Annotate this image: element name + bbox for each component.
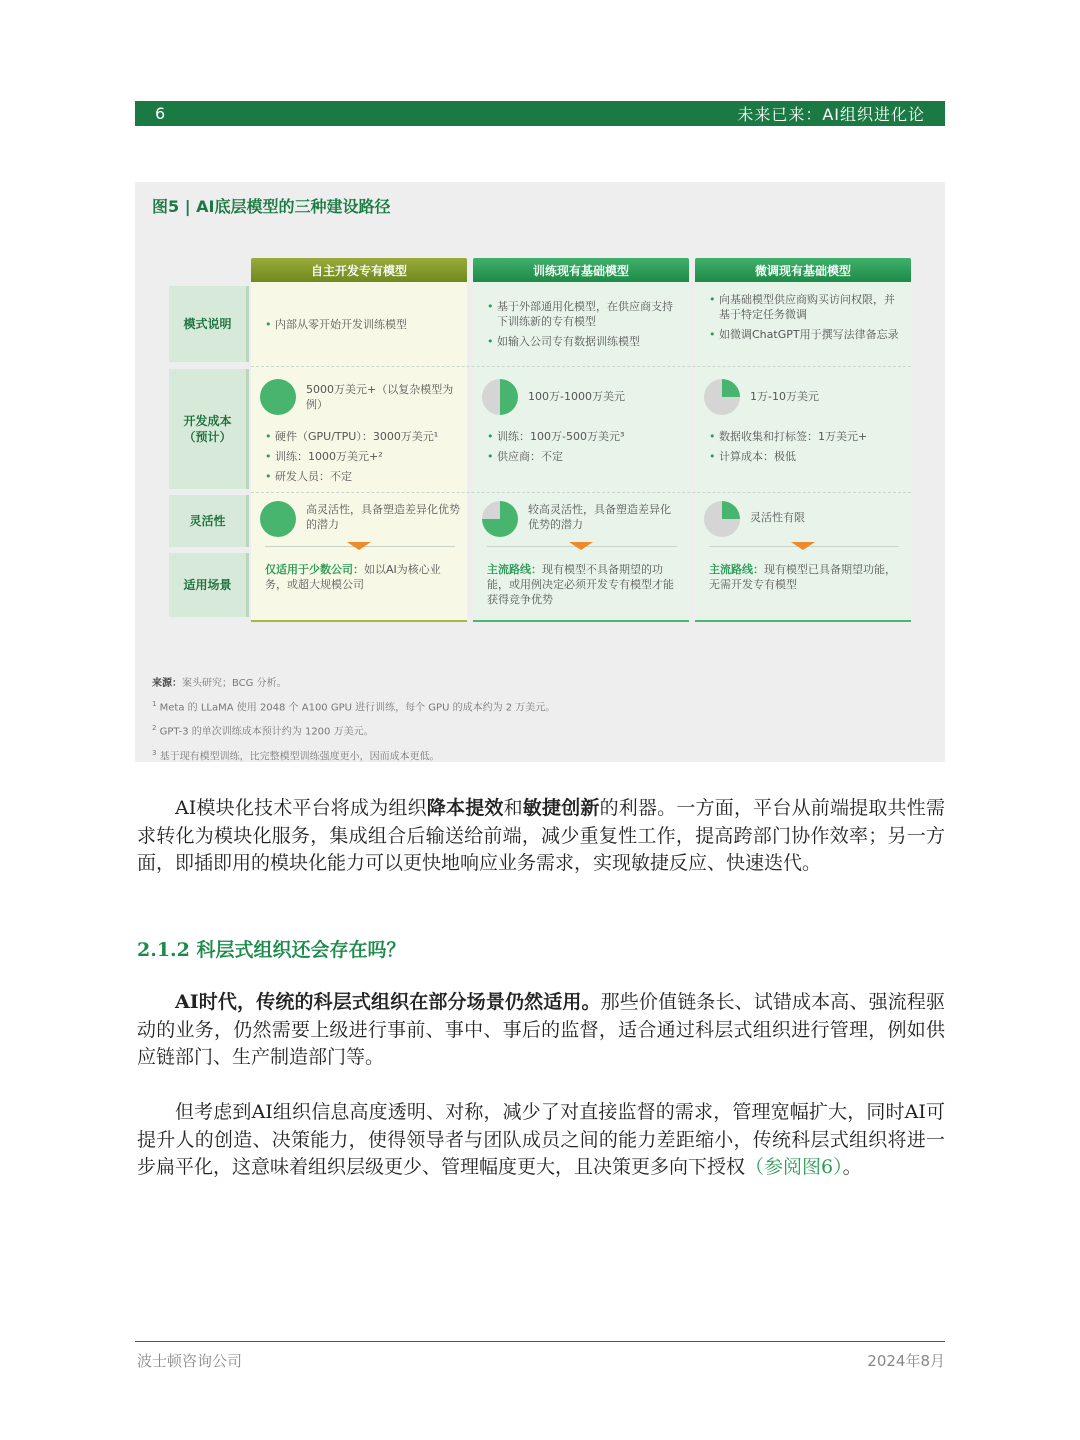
cost-pie-half-icon	[482, 379, 518, 415]
footnote-2: $^2$ GPT-3 的单次训练成本预计约为 1200 万美元。	[152, 724, 374, 738]
row-label-flex: 灵活性	[169, 495, 249, 547]
footnote-text: Meta 的 LLaMA 使用 2048 个 A100 GPU 进行训练，每个 GPU 的成本约为 2 万美元。	[159, 702, 556, 714]
cost-item: • 供应商：不定	[487, 449, 687, 464]
flex-pie-full-icon	[260, 501, 296, 537]
row-separator	[251, 366, 911, 367]
cost-item: • 计算成本：极低	[709, 449, 909, 464]
p2-bold: AI时代，传统的科层式组织在部分场景仍然适用。	[175, 991, 601, 1013]
source-text: 案头研究；BCG 分析。	[182, 678, 287, 689]
column-head-finetune-existing: 微调现有基础模型	[695, 258, 911, 282]
footnote-1: $^1$ Meta 的 LLaMA 使用 2048 个 A100 GPU 进行训练，每个 GPU 的成本约为 2 万美元。	[152, 700, 556, 714]
figure-title: 图5 | AI底层模型的三种建设路径	[152, 197, 391, 216]
cost-items-3	[709, 429, 909, 469]
p1-a: AI模块化技术平台将成为组织	[175, 797, 427, 819]
scene-desc: 现有模型已具备期望功能，无需开发专有模型	[709, 563, 896, 591]
p1-bold-2: 敏捷创新	[522, 797, 600, 819]
chevron-down-icon	[569, 542, 593, 550]
section-heading: 2.1.2 科层式组织还会存在吗？	[137, 939, 406, 961]
chevron-down-icon	[791, 542, 815, 550]
figure-5	[135, 182, 945, 762]
flex-pie-three-quarter-icon	[482, 501, 518, 537]
footnote-text: GPT-3 的单次训练成本预计约为 1200 万美元。	[159, 726, 374, 738]
running-header	[135, 101, 945, 126]
scene-key: 主流路线：	[487, 563, 542, 576]
mode-item: • 如输入公司专有数据训练模型	[487, 334, 677, 349]
source-line	[152, 674, 555, 694]
paragraph-2	[137, 989, 945, 1072]
figure-6-link[interactable]: （参阅图6）	[745, 1156, 843, 1178]
flex-text-3: 灵活性有限	[750, 511, 805, 524]
cost-main-3: 1万-10万美元	[750, 390, 819, 403]
scene-text-3	[709, 562, 904, 592]
row-label-scene: 适用场景	[169, 553, 249, 617]
p1-bold-1: 降本提效	[426, 797, 504, 819]
mode-cell-3	[709, 292, 899, 347]
mode-cell-1	[265, 317, 460, 337]
p2-rest: 那些价值链条长、试错成本高、强流程驱动的业务，仍然需要上级进行事前、事中、事后的监督，适合通过科层式组织进行管理，例如供应链部门、生产制造部门等。	[137, 991, 945, 1068]
scene-text-2	[487, 562, 682, 607]
cost-items-2	[487, 429, 687, 469]
mode-item: • 基于外部通用化模型，在供应商支持下训练新的专有模型	[487, 299, 677, 329]
paragraph-1	[137, 795, 945, 878]
cost-items-1	[265, 429, 465, 489]
mode-item: • 向基础模型供应商购买访问权限，并基于特定任务微调	[709, 292, 899, 322]
footer-date: 2024年8月	[867, 1352, 945, 1370]
footer-company: 波士顿咨询公司	[137, 1352, 243, 1370]
column-head-self-developed: 自主开发专有模型	[251, 258, 467, 282]
cost-item: • 研发人员：不定	[265, 469, 465, 484]
scene-text-1	[265, 562, 460, 592]
flex-text-2: 较高灵活性，具备塑造差异化优势的潜力	[528, 503, 671, 531]
row-separator	[251, 492, 911, 493]
source-label: 来源：	[152, 678, 182, 689]
paragraph-3	[137, 1099, 945, 1182]
cost-main-2: 100万-1000万美元	[528, 390, 625, 403]
footer-divider	[135, 1341, 945, 1342]
figure-notes	[152, 674, 555, 767]
p3-text: 但考虑到AI组织信息高度透明、对称，减少了对直接监督的需求，管理宽幅扩大，同时AI可提升人的创造、决策能力，使得领导者与团队成员之间的能力差距缩小，传统科层式组织将进一步扁平化，这意味着组织层级更少、管理幅度更大，且决策更多向下授权	[137, 1101, 945, 1178]
mode-cell-2	[487, 299, 677, 354]
row-label-cost-text: 开发成本（预计）	[183, 414, 232, 444]
cost-item: • 训练：1000万美元+²	[265, 449, 465, 464]
scene-key: 仅适用于少数公司：	[265, 563, 364, 576]
cost-pie-full-icon	[260, 379, 296, 415]
cost-item: • 训练：100万-500万美元³	[487, 429, 687, 444]
flex-text-1: 高灵活性，具备塑造差异化优势的潜力	[306, 503, 460, 531]
mode-item: • 如微调ChatGPT用于撰写法律备忘录	[709, 327, 899, 342]
p1-d: 的利器。一方面，平台从前端提取共性需求转化为模块化服务，集成组合后输送给前端，减少重复性工作，提高跨部门协作效率；另一方面，即插即用的模块化能力可以更快地响应业务需求，实现敏捷反应、快速迭代。	[137, 797, 945, 874]
p3-end: 。	[842, 1156, 862, 1178]
scene-desc: 现有模型不具备期望的功能，或用例决定必须开发专有模型才能获得竞争优势	[487, 563, 674, 606]
cost-item: • 数据收集和打标签：1万美元+	[709, 429, 909, 444]
report-title: 未来已来：AI组织进化论	[737, 105, 925, 124]
page-number: 6	[155, 104, 166, 123]
footnote-text: 基于现有模型训练，比完整模型训练强度更小，因而成本更低。	[159, 750, 440, 762]
chevron-down-icon	[347, 542, 371, 550]
cost-main-1: 5000万美元+（以复杂模型为例）	[306, 383, 454, 411]
row-label-cost	[169, 369, 249, 489]
mode-item: • 内部从零开始开发训练模型	[265, 317, 460, 332]
scene-key: 主流路线：	[709, 563, 764, 576]
footnote-3: $^3$ 基于现有模型训练，比完整模型训练强度更小，因而成本更低。	[152, 748, 440, 762]
column-head-train-existing: 训练现有基础模型	[473, 258, 689, 282]
scene-desc: 如以AI为核心业务，或超大规模公司	[265, 563, 441, 591]
row-label-mode: 模式说明	[169, 286, 249, 362]
flex-pie-quarter-icon	[704, 501, 740, 537]
p1-c: 和	[503, 797, 523, 819]
cost-item: • 硬件（GPU/TPU）：3000万美元¹	[265, 429, 465, 444]
cost-pie-quarter-icon	[704, 379, 740, 415]
